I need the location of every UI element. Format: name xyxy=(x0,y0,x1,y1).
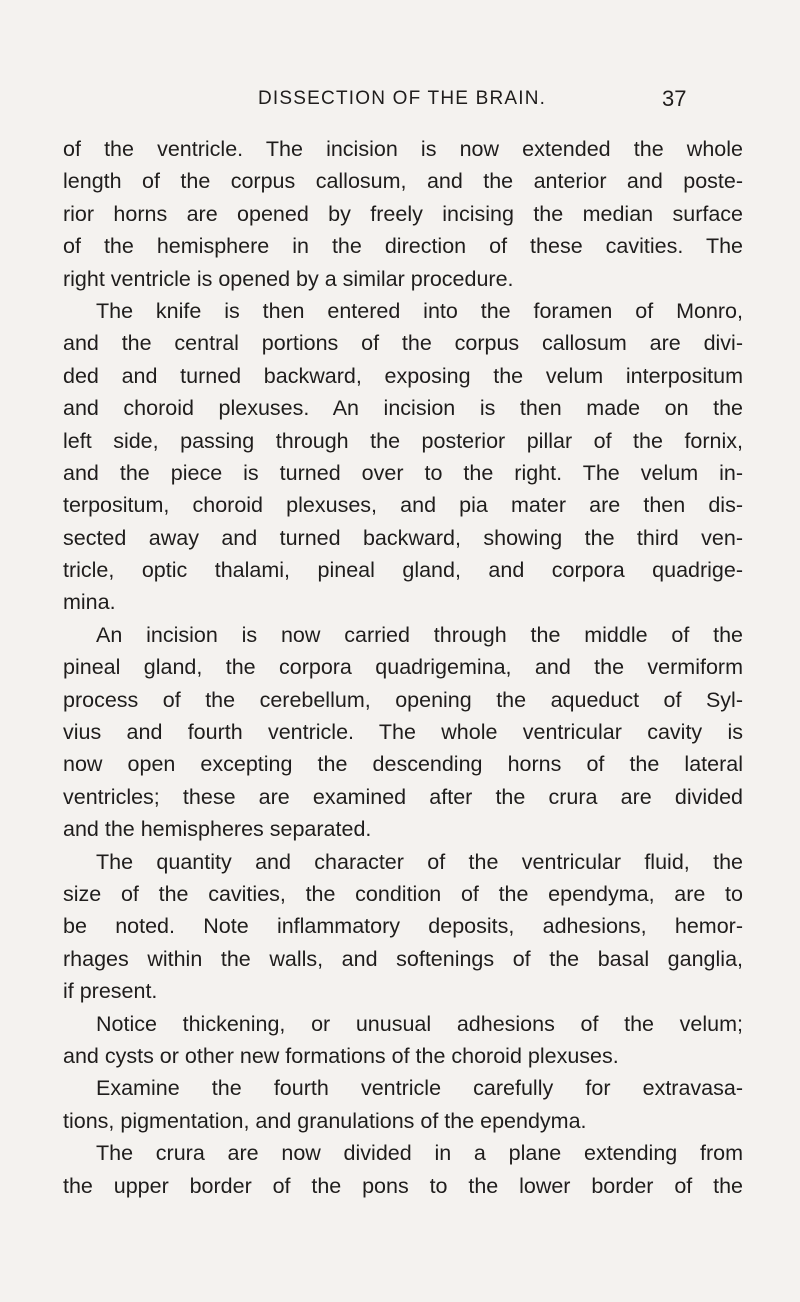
text-line: ventricles; these are examined after the crura are divided xyxy=(63,784,743,809)
text-line: right ventricle is opened by a similar procedure. xyxy=(63,266,514,291)
running-head xyxy=(0,82,800,116)
running-head-title: DISSECTION OF THE BRAIN. xyxy=(258,88,547,109)
text-line: the upper border of the pons to the lower border of the xyxy=(63,1173,743,1198)
text-line: if present. xyxy=(63,979,158,1004)
text-line: and cysts or other new formations of the choroid plexuses. xyxy=(63,1043,619,1068)
text-line: of the hemisphere in the direction of these cavities. The xyxy=(63,234,743,259)
text-line: pineal gland, the corpora quadrigemina, and the vermiform xyxy=(63,655,743,680)
text-line: The knife is then entered into the foramen of Monro, xyxy=(96,298,743,323)
body-text xyxy=(63,133,743,1202)
text-line: ded and turned backward, exposing the velum interpositum xyxy=(63,363,743,388)
text-line: and the hemispheres separated. xyxy=(63,817,372,842)
text-line: of the ventricle. The incision is now extended the whole xyxy=(63,137,743,161)
text-line: left side, passing through the posterior pillar of the fornix, xyxy=(63,428,743,453)
text-line: Examine the fourth ventricle carefully for extravasa- xyxy=(96,1076,743,1101)
text-line: tions, pigmentation, and granulations of the ependyma. xyxy=(63,1108,587,1133)
text-line: Notice thickening, or unusual adhesions of the velum; xyxy=(96,1011,743,1036)
text-line: be noted. Note inflammatory deposits, adhesions, hemor- xyxy=(63,914,743,939)
text-line: vius and fourth ventricle. The whole ventricular cavity is xyxy=(63,720,743,745)
text-line: size of the cavities, the condition of the ependyma, are to xyxy=(63,881,743,906)
text-line: sected away and turned backward, showing the third ven- xyxy=(63,525,743,550)
text-line: tricle, optic thalami, pineal gland, and corpora quadrige- xyxy=(63,558,743,583)
text-line: and the piece is turned over to the right. The velum in- xyxy=(63,460,743,485)
text-line: length of the corpus callosum, and the anterior and poste- xyxy=(63,169,743,194)
text-line: process of the cerebellum, opening the aqueduct of Syl- xyxy=(63,687,743,712)
text-line: The quantity and character of the ventricular fluid, the xyxy=(96,849,743,874)
text-line: now open excepting the descending horns of the lateral xyxy=(63,752,743,777)
text-line: mina. xyxy=(63,590,116,615)
text-line: An incision is now carried through the middle of the xyxy=(96,622,743,647)
text-line: terpositum, choroid plexuses, and pia mater are then dis- xyxy=(63,493,743,518)
text-line: The crura are now divided in a plane extending from xyxy=(96,1141,743,1166)
text-line: and choroid plexuses. An incision is then made on the xyxy=(63,396,743,421)
page-number: 37 xyxy=(662,86,687,111)
text-line: rhages within the walls, and softenings of the basal ganglia, xyxy=(63,946,743,971)
text-line: and the central portions of the corpus callosum are divi- xyxy=(63,331,743,356)
text-line: rior horns are opened by freely incising the median surface xyxy=(63,201,743,226)
